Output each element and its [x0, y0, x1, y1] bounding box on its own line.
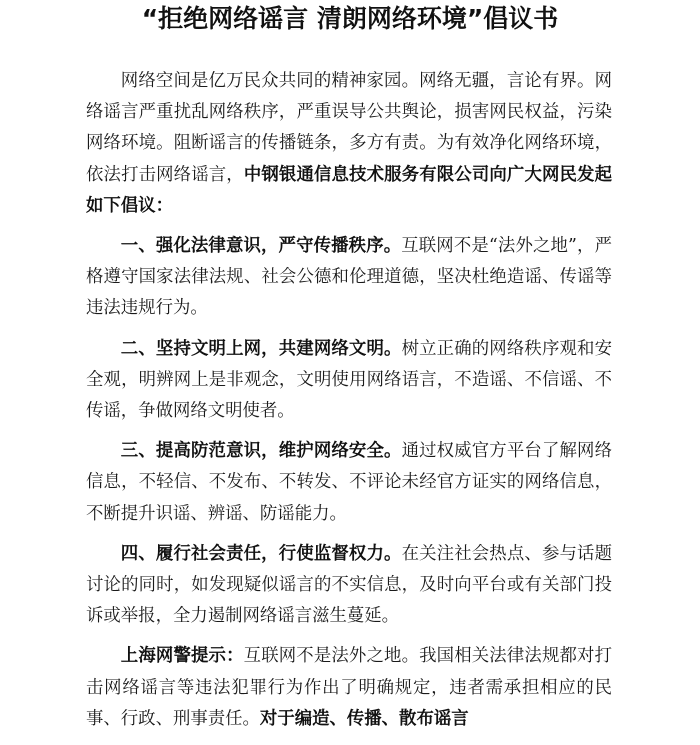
proposal-heading: 二、坚持文明上网，共建网络文明。	[120, 338, 402, 359]
proposal-text: 互联网不是“法外之地”，严格遵守国家法律法规、社会公德和伦理道德，坚决杜绝造谣、传谣等违法违规行为。	[86, 236, 612, 319]
intro-bold-text: 中钢银通信息技术服务有限公司向广大网民发起如下倡议：	[86, 164, 612, 216]
proposal-item-1	[86, 231, 612, 325]
proposal-heading: 一、强化法律意识，严守传播秩序。	[120, 236, 402, 257]
intro-text: 网络空间是亿万民众共同的精神家园。网络无疆，言论有界。网络谣言严重扰乱网络秩序，严重误导公共舆论，损害网民权益，污染网络环境。阻断谣言的传播链条，多方有责。为有效净化网络环境，依法打击网络谣言，	[86, 71, 612, 185]
proposal-item-4	[86, 539, 612, 633]
proposal-text: 在关注社会热点、参与话题讨论的同时，如发现疑似谣言的不实信息，及时向平台或有关部门投诉或举报，全力遏制网络谣言滋生蔓延。	[86, 543, 612, 627]
proposal-heading: 三、提高防范意识，维护网络安全。	[120, 441, 402, 462]
proposal-text: 通过权威官方平台了解网络信息，不轻信、不发布、不转发、不评论未经官方证实的网络信息，不断提升识谣、辨谣、防谣能力。	[86, 441, 612, 524]
document-title: “拒绝网络谣言 清朗网络环境”倡议书	[141, 4, 559, 33]
proposal-item-3	[86, 436, 612, 530]
police-notice-paragraph	[86, 641, 612, 735]
police-notice-text: 互联网不是法外之地。我国相关法律法规都对打击网络谣言等违法犯罪行为作出了明确规定，违者需承担相应的民事、行政、刑事责任。	[86, 646, 612, 729]
proposal-item-2	[86, 334, 612, 428]
police-notice-heading: 上海网警提示：	[120, 646, 244, 667]
document-body	[86, 66, 612, 735]
proposal-text: 树立正确的网络秩序观和安全观，明辨网上是非观念，文明使用网络语言，不造谣、不信谣、不传谣，争做网络文明使者。	[86, 338, 612, 422]
police-notice-bold-tail: 对于编造、传播、散布谣言	[259, 708, 469, 729]
proposal-heading: 四、履行社会责任，行使监督权力。	[120, 543, 402, 564]
intro-paragraph	[86, 66, 612, 222]
